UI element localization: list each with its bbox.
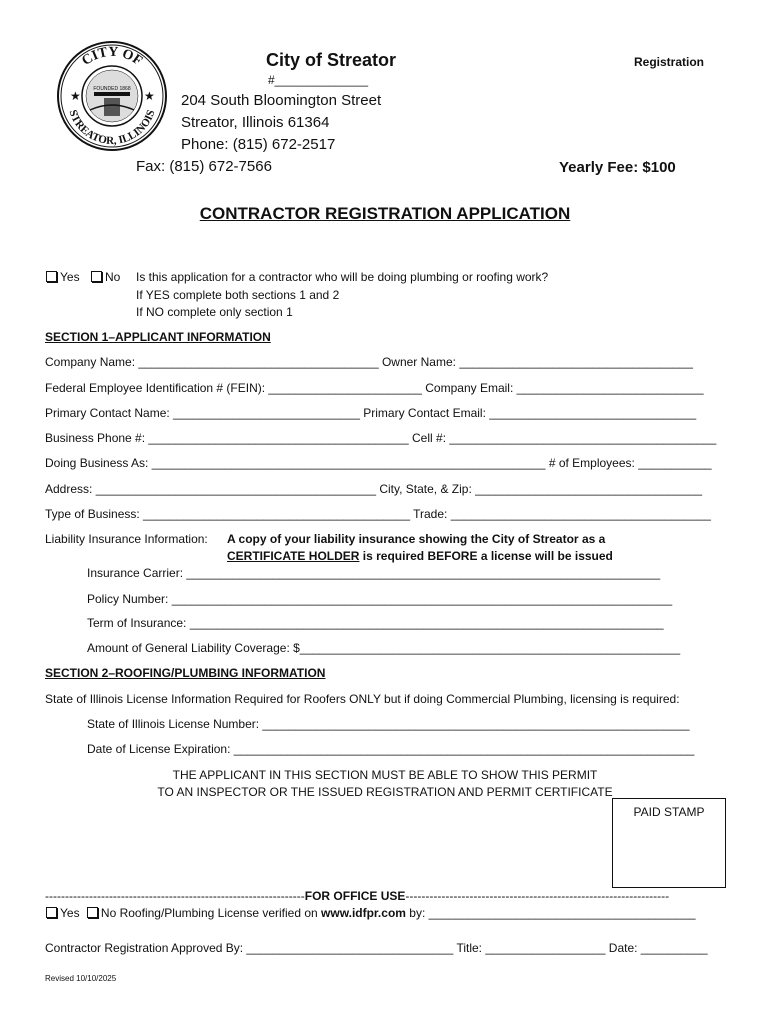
yearly-fee: Yearly Fee: $100 bbox=[559, 159, 676, 176]
question-if-yes: If YES complete both sections 1 and 2 bbox=[136, 288, 340, 302]
policy-number-row[interactable]: Policy Number: ___________________________________________________________________________ bbox=[87, 592, 673, 606]
question-yes-option[interactable]: Yes bbox=[46, 270, 80, 284]
registration-number-line[interactable]: #______________ bbox=[268, 73, 369, 87]
phone: Phone: (815) 672-2517 bbox=[181, 136, 336, 153]
revised-date: Revised 10/10/2025 bbox=[45, 974, 117, 983]
section1-heading: SECTION 1–APPLICANT INFORMATION bbox=[45, 330, 271, 344]
company-owner-row[interactable]: Company Name: ____________________________________ Owner Name: ___________________________________ bbox=[45, 355, 693, 369]
fax: Fax: (815) 672-7566 bbox=[136, 158, 272, 175]
address-row[interactable]: Address: __________________________________________ City, State, & Zip: __________________________________ bbox=[45, 482, 703, 496]
phone-cell-row[interactable]: Business Phone #: _______________________________________ Cell #: ________________________________________ bbox=[45, 431, 717, 445]
section2-heading: SECTION 2–ROOFING/PLUMBING INFORMATION bbox=[45, 666, 326, 680]
question-if-no: If NO complete only section 1 bbox=[136, 305, 293, 319]
permit-notice-line2: TO AN INSPECTOR OR THE ISSUED REGISTRATION AND PERMIT CERTIFICATE bbox=[157, 785, 613, 799]
svg-text:FOUNDED 1868: FOUNDED 1868 bbox=[93, 86, 131, 92]
paid-stamp-box bbox=[612, 798, 726, 888]
license-expiration-row[interactable]: Date of License Expiration: _____________________________________________________________________ bbox=[87, 742, 695, 756]
license-number-row[interactable]: State of Illinois License Number: ________________________________________________________________ bbox=[87, 717, 690, 731]
insurance-carrier-row[interactable]: Insurance Carrier: _______________________________________________________________________ bbox=[87, 566, 661, 580]
question-no-option[interactable]: No bbox=[91, 270, 120, 284]
office-yes-checkbox[interactable] bbox=[46, 907, 57, 918]
term-of-insurance-row[interactable]: Term of Insurance: _______________________________________________________________________ bbox=[87, 616, 664, 630]
liability-coverage-row[interactable]: Amount of General Liability Coverage: $_________________________________________________________ bbox=[87, 641, 681, 655]
no-checkbox[interactable] bbox=[91, 271, 102, 282]
certificate-holder-notice: CERTIFICATE HOLDER is required BEFORE a license will be issued bbox=[227, 549, 613, 563]
fein-email-row[interactable]: Federal Employee Identification # (FEIN): _______________________ Company Email: ____________________________ bbox=[45, 381, 704, 395]
office-use-divider: -----------------------------------------------------------------FOR OFFICE USE------------------------------------------------------------------ bbox=[45, 889, 670, 903]
svg-text:★: ★ bbox=[144, 89, 155, 103]
address-line2: Streator, Illinois 61364 bbox=[181, 114, 330, 131]
office-license-verify-row[interactable]: Yes No Roofing/Plumbing License verified on www.idfpr.com by: ________________________________________ bbox=[46, 906, 696, 920]
office-no-checkbox[interactable] bbox=[87, 907, 98, 918]
address-line1: 204 South Bloomington Street bbox=[181, 92, 382, 109]
section2-intro: State of Illinois License Information Required for Roofers ONLY but if doing Commercial Plumbing, licensing is required: bbox=[45, 692, 680, 706]
liability-label: Liability Insurance Information: bbox=[45, 532, 208, 546]
yes-checkbox[interactable] bbox=[46, 271, 57, 282]
paid-stamp-label: PAID STAMP bbox=[633, 805, 705, 819]
idfpr-link[interactable]: www.idfpr.com bbox=[321, 906, 406, 920]
form-title: CONTRACTOR REGISTRATION APPLICATION bbox=[199, 204, 571, 223]
question-text: Is this application for a contractor who will be doing plumbing or roofing work? bbox=[136, 270, 549, 284]
city-seal-logo bbox=[56, 40, 168, 152]
svg-text:CITY OF: CITY OF bbox=[79, 44, 145, 69]
svg-text:★: ★ bbox=[70, 89, 81, 103]
svg-text:STREATOR, ILLINOIS: STREATOR, ILLINOIS bbox=[66, 108, 158, 148]
liability-notice: A copy of your liability insurance showing the City of Streator as a bbox=[227, 532, 606, 546]
primary-contact-row[interactable]: Primary Contact Name: ____________________________ Primary Contact Email: _______________________________ bbox=[45, 406, 697, 420]
permit-notice-line1: THE APPLICANT IN THIS SECTION MUST BE ABLE TO SHOW THIS PERMIT bbox=[172, 768, 598, 782]
city-name: City of Streator bbox=[266, 50, 397, 70]
registration-label: Registration bbox=[634, 55, 705, 69]
business-trade-row[interactable]: Type of Business: ________________________________________ Trade: _______________________________________ bbox=[45, 507, 711, 521]
approval-row[interactable]: Contractor Registration Approved By: _______________________________ Title: __________________ Date: __________ bbox=[45, 941, 708, 955]
dba-employees-row[interactable]: Doing Business As: ___________________________________________________________ # of Employees: ___________ bbox=[45, 456, 712, 470]
